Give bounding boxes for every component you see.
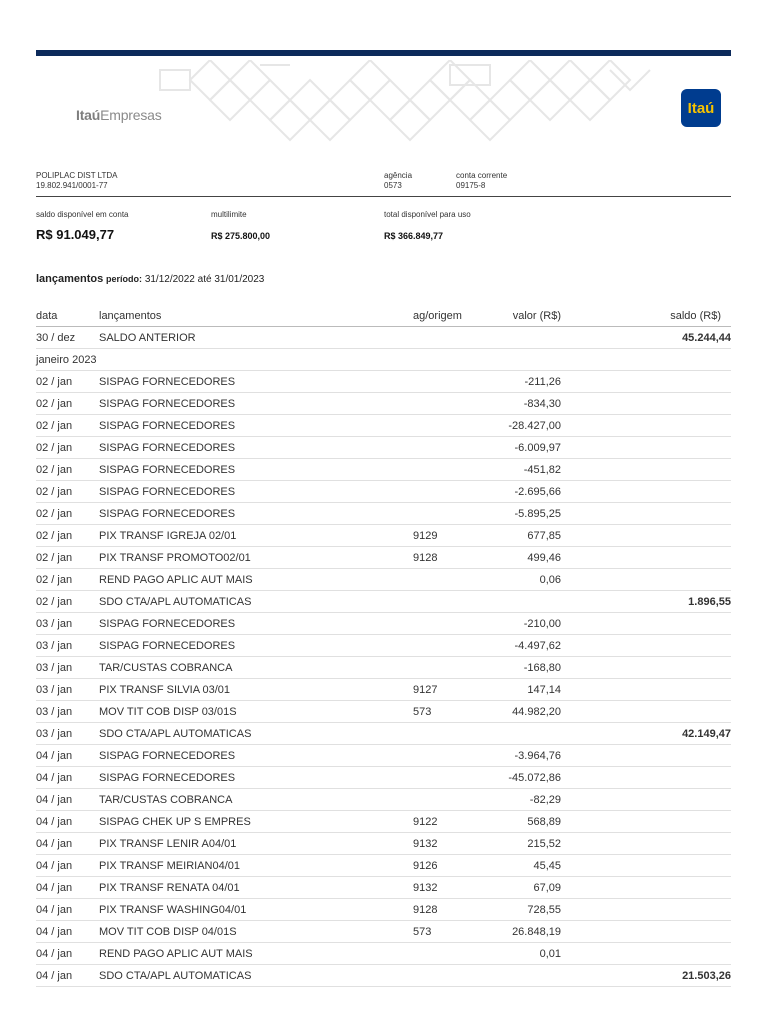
table-row xyxy=(36,437,731,459)
row-ag-origem xyxy=(413,591,473,613)
row-date: 02 / jan xyxy=(36,569,99,591)
row-date: 02 / jan xyxy=(36,393,99,415)
row-date: 03 / jan xyxy=(36,657,99,679)
row-date: 03 / jan xyxy=(36,635,99,657)
row-saldo xyxy=(561,613,731,635)
row-valor: 568,89 xyxy=(473,811,561,833)
table-row xyxy=(36,481,731,503)
row-saldo xyxy=(561,877,731,899)
header-ag-origem: ag/origem xyxy=(413,305,473,327)
row-valor xyxy=(473,591,561,613)
row-ag-origem: 9128 xyxy=(413,547,473,569)
row-date: 03 / jan xyxy=(36,723,99,745)
table-row xyxy=(36,701,731,723)
row-date: 02 / jan xyxy=(36,591,99,613)
header-lancamentos: lançamentos xyxy=(99,305,413,327)
row-ag-origem xyxy=(413,503,473,525)
row-ag-origem xyxy=(413,635,473,657)
table-row xyxy=(36,613,731,635)
row-saldo xyxy=(561,569,731,591)
lancamentos-heading xyxy=(36,273,264,285)
row-ag-origem xyxy=(413,745,473,767)
table-row xyxy=(36,503,731,525)
row-desc: SISPAG FORNECEDORES xyxy=(99,745,413,767)
row-ag-origem: 9126 xyxy=(413,855,473,877)
row-saldo: 42.149,47 xyxy=(561,723,731,745)
row-ag-origem xyxy=(413,371,473,393)
header-top-bar xyxy=(36,50,731,56)
table-row xyxy=(36,393,731,415)
row-desc: SISPAG FORNECEDORES xyxy=(99,613,413,635)
row-date: 02 / jan xyxy=(36,525,99,547)
periodo-label: período: xyxy=(106,274,143,284)
row-ag-origem: 9122 xyxy=(413,811,473,833)
table-row xyxy=(36,745,731,767)
row-date: 02 / jan xyxy=(36,481,99,503)
row-saldo xyxy=(561,899,731,921)
table-row xyxy=(36,789,731,811)
row-saldo xyxy=(561,833,731,855)
table-row xyxy=(36,767,731,789)
total-label: total disponível para uso xyxy=(384,210,471,219)
row-date: 04 / jan xyxy=(36,745,99,767)
header-valor: valor (R$) xyxy=(473,305,561,327)
row-date: 04 / jan xyxy=(36,965,99,987)
table-row xyxy=(36,723,731,745)
row-ag-origem xyxy=(413,459,473,481)
agencia-value: 0573 xyxy=(384,181,402,190)
row-valor: 0,06 xyxy=(473,569,561,591)
row-desc: SISPAG FORNECEDORES xyxy=(99,767,413,789)
row-desc: MOV TIT COB DISP 03/01S xyxy=(99,701,413,723)
row-ag-origem xyxy=(413,965,473,987)
table-row xyxy=(36,415,731,437)
row-desc: PIX TRANSF WASHING04/01 xyxy=(99,899,413,921)
row-saldo xyxy=(561,525,731,547)
row-saldo xyxy=(561,393,731,415)
periodo-value: 31/12/2022 até 31/01/2023 xyxy=(144,274,265,285)
total-value: R$ 366.849,77 xyxy=(384,231,444,241)
row-date: 04 / jan xyxy=(36,767,99,789)
row-valor: -2.695,66 xyxy=(473,481,561,503)
table-row xyxy=(36,921,731,943)
row-ag-origem xyxy=(413,657,473,679)
row-desc: PIX TRANSF SILVIA 03/01 xyxy=(99,679,413,701)
header-saldo: saldo (R$) xyxy=(561,305,731,327)
row-ag-origem xyxy=(413,481,473,503)
row-saldo xyxy=(561,415,731,437)
row-ag-origem xyxy=(413,613,473,635)
row-valor: -6.009,97 xyxy=(473,437,561,459)
row-valor: -451,82 xyxy=(473,459,561,481)
row-valor: -168,80 xyxy=(473,657,561,679)
table-row xyxy=(36,965,731,987)
table-header-row xyxy=(36,305,731,327)
row-saldo xyxy=(561,371,731,393)
row-desc: PIX TRANSF IGREJA 02/01 xyxy=(99,525,413,547)
row-saldo xyxy=(561,701,731,723)
company-cnpj: 19.802.941/0001-77 xyxy=(36,181,108,190)
row-saldo xyxy=(561,789,731,811)
row-valor: 728,55 xyxy=(473,899,561,921)
table-row xyxy=(36,459,731,481)
row-saldo xyxy=(561,481,731,503)
table-row xyxy=(36,569,731,591)
row-ag-origem: 9132 xyxy=(413,877,473,899)
table-row xyxy=(36,525,731,547)
row-date: 02 / jan xyxy=(36,459,99,481)
row-saldo xyxy=(561,855,731,877)
row-valor: 26.848,19 xyxy=(473,921,561,943)
row-saldo: 45.244,44 xyxy=(561,327,731,349)
logo-text: Itaú xyxy=(687,99,715,117)
row-saldo xyxy=(561,459,731,481)
row-desc: PIX TRANSF MEIRIAN04/01 xyxy=(99,855,413,877)
table-row xyxy=(36,635,731,657)
table-row xyxy=(36,833,731,855)
row-desc: PIX TRANSF PROMOTO02/01 xyxy=(99,547,413,569)
table-row xyxy=(36,811,731,833)
table-row xyxy=(36,899,731,921)
row-date: 02 / jan xyxy=(36,371,99,393)
row-desc: SDO CTA/APL AUTOMATICAS xyxy=(99,965,413,987)
row-ag-origem: 573 xyxy=(413,701,473,723)
row-date: 03 / jan xyxy=(36,613,99,635)
row-saldo xyxy=(561,547,731,569)
table-row xyxy=(36,327,731,349)
agencia-label: agência xyxy=(384,171,413,180)
table-row xyxy=(36,943,731,965)
row-saldo xyxy=(561,921,731,943)
row-date: 04 / jan xyxy=(36,877,99,899)
row-desc: REND PAGO APLIC AUT MAIS xyxy=(99,569,413,591)
row-date: 04 / jan xyxy=(36,943,99,965)
row-valor: -210,00 xyxy=(473,613,561,635)
row-ag-origem xyxy=(413,943,473,965)
row-desc: PIX TRANSF RENATA 04/01 xyxy=(99,877,413,899)
month-row xyxy=(36,349,731,371)
table-row xyxy=(36,657,731,679)
itau-empresas-brand xyxy=(76,107,162,123)
conta-info xyxy=(456,171,507,191)
row-date: 02 / jan xyxy=(36,503,99,525)
row-desc: SISPAG FORNECEDORES xyxy=(99,393,413,415)
decorative-pattern xyxy=(150,60,670,152)
row-ag-origem xyxy=(413,569,473,591)
row-desc: SISPAG FORNECEDORES xyxy=(99,481,413,503)
row-ag-origem xyxy=(413,327,473,349)
row-desc: SISPAG FORNECEDORES xyxy=(99,415,413,437)
row-valor: 45,45 xyxy=(473,855,561,877)
row-valor: 677,85 xyxy=(473,525,561,547)
header-data: data xyxy=(36,305,99,327)
brand-bold: Itaú xyxy=(76,107,101,123)
row-desc: TAR/CUSTAS COBRANCA xyxy=(99,789,413,811)
row-desc: SISPAG FORNECEDORES xyxy=(99,459,413,481)
row-saldo: 21.503,26 xyxy=(561,965,731,987)
row-valor: 0,01 xyxy=(473,943,561,965)
row-date: 02 / jan xyxy=(36,415,99,437)
row-valor: 67,09 xyxy=(473,877,561,899)
row-date: 02 / jan xyxy=(36,547,99,569)
brand-light: Empresas xyxy=(100,107,162,123)
table-row xyxy=(36,371,731,393)
row-valor xyxy=(473,327,561,349)
row-saldo xyxy=(561,943,731,965)
company-name: POLIPLAC DIST LTDA xyxy=(36,171,118,180)
row-saldo: 1.896,55 xyxy=(561,591,731,613)
row-month: janeiro 2023 xyxy=(36,349,731,371)
lancamentos-title: lançamentos xyxy=(36,273,104,285)
row-valor: 499,46 xyxy=(473,547,561,569)
row-date: 04 / jan xyxy=(36,855,99,877)
company-info xyxy=(36,171,118,191)
row-valor: -834,30 xyxy=(473,393,561,415)
row-desc: SISPAG CHEK UP S EMPRES xyxy=(99,811,413,833)
row-valor: -3.964,76 xyxy=(473,745,561,767)
row-valor: -45.072,86 xyxy=(473,767,561,789)
row-ag-origem: 9127 xyxy=(413,679,473,701)
row-desc: MOV TIT COB DISP 04/01S xyxy=(99,921,413,943)
row-ag-origem: 9129 xyxy=(413,525,473,547)
row-saldo xyxy=(561,657,731,679)
agencia-info xyxy=(384,171,412,191)
saldo-label: saldo disponível em conta xyxy=(36,210,129,219)
row-ag-origem: 9132 xyxy=(413,833,473,855)
row-valor: -28.427,00 xyxy=(473,415,561,437)
row-ag-origem xyxy=(413,723,473,745)
row-valor xyxy=(473,723,561,745)
row-valor xyxy=(473,965,561,987)
row-valor: -211,26 xyxy=(473,371,561,393)
row-desc: SISPAG FORNECEDORES xyxy=(99,437,413,459)
multilimite-label: multilimite xyxy=(211,210,247,219)
row-date: 04 / jan xyxy=(36,811,99,833)
row-desc: REND PAGO APLIC AUT MAIS xyxy=(99,943,413,965)
row-ag-origem xyxy=(413,789,473,811)
row-saldo xyxy=(561,437,731,459)
row-desc: SISPAG FORNECEDORES xyxy=(99,635,413,657)
table-row xyxy=(36,591,731,613)
saldo-value: R$ 91.049,77 xyxy=(36,227,115,242)
row-valor: -4.497,62 xyxy=(473,635,561,657)
row-desc: SALDO ANTERIOR xyxy=(99,327,413,349)
row-valor: -82,29 xyxy=(473,789,561,811)
row-desc: SISPAG FORNECEDORES xyxy=(99,371,413,393)
conta-value: 09175-8 xyxy=(456,181,486,190)
statement-body xyxy=(36,327,731,987)
row-ag-origem xyxy=(413,393,473,415)
table-row xyxy=(36,855,731,877)
table-row xyxy=(36,877,731,899)
row-date: 04 / jan xyxy=(36,789,99,811)
row-saldo xyxy=(561,503,731,525)
row-valor: 215,52 xyxy=(473,833,561,855)
row-date: 30 / dez xyxy=(36,327,99,349)
multilimite-value: R$ 275.800,00 xyxy=(211,231,271,241)
row-date: 04 / jan xyxy=(36,899,99,921)
itau-logo xyxy=(681,89,721,127)
row-desc: TAR/CUSTAS COBRANCA xyxy=(99,657,413,679)
row-desc: SDO CTA/APL AUTOMATICAS xyxy=(99,723,413,745)
row-saldo xyxy=(561,811,731,833)
table-row xyxy=(36,547,731,569)
row-ag-origem xyxy=(413,437,473,459)
row-desc: SISPAG FORNECEDORES xyxy=(99,503,413,525)
row-date: 03 / jan xyxy=(36,679,99,701)
table-row xyxy=(36,679,731,701)
row-saldo xyxy=(561,745,731,767)
row-date: 02 / jan xyxy=(36,437,99,459)
row-ag-origem: 573 xyxy=(413,921,473,943)
row-ag-origem xyxy=(413,767,473,789)
row-saldo xyxy=(561,767,731,789)
row-valor: 44.982,20 xyxy=(473,701,561,723)
account-divider xyxy=(36,196,731,197)
conta-label: conta corrente xyxy=(456,171,508,180)
row-ag-origem xyxy=(413,415,473,437)
row-date: 04 / jan xyxy=(36,921,99,943)
row-date: 04 / jan xyxy=(36,833,99,855)
row-desc: SDO CTA/APL AUTOMATICAS xyxy=(99,591,413,613)
row-ag-origem: 9128 xyxy=(413,899,473,921)
row-saldo xyxy=(561,635,731,657)
row-date: 03 / jan xyxy=(36,701,99,723)
row-saldo xyxy=(561,679,731,701)
row-desc: PIX TRANSF LENIR A04/01 xyxy=(99,833,413,855)
row-valor: -5.895,25 xyxy=(473,503,561,525)
row-valor: 147,14 xyxy=(473,679,561,701)
statement-table xyxy=(36,305,731,987)
